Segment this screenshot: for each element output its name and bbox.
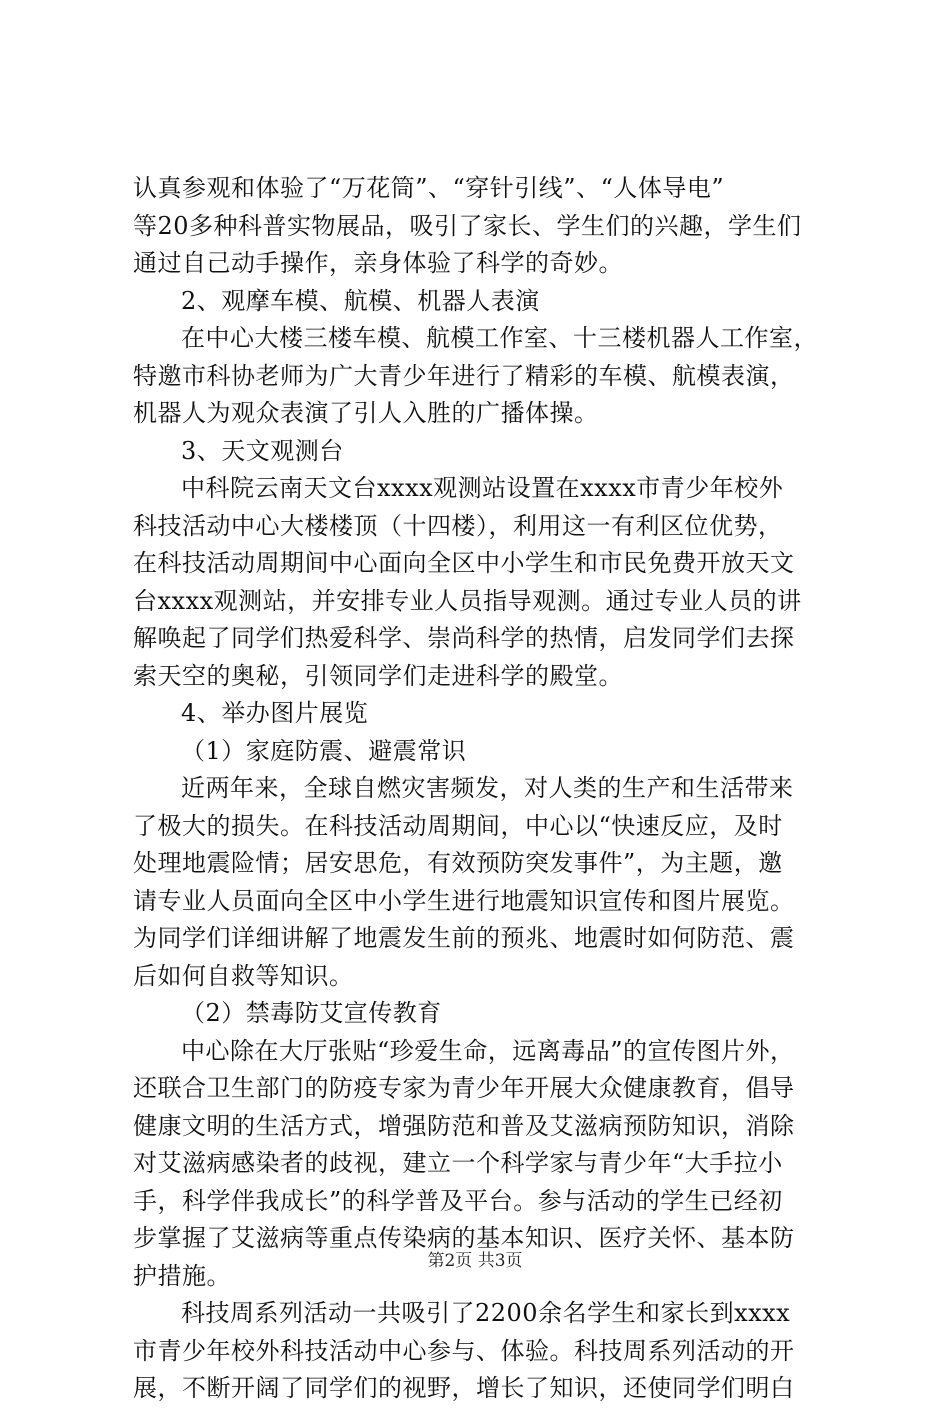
text-line: 在科技活动周期间中心面向全区中小学生和市民免费开放天文 <box>133 549 795 577</box>
text-line: 处理地震险情；居安思危，有效预防突发事件”，为主题，邀 <box>133 849 783 877</box>
text-line: 机器人为观众表演了引人入胜的广播体操。 <box>133 399 599 427</box>
text-line: 科技活动中心大楼楼顶（十四楼），利用这一有利区位优势， <box>133 511 783 540</box>
text-line: 特邀市科协老师为广大青少年进行了精彩的车模、航模表演， <box>133 361 795 390</box>
paragraph-first-line: 中科院云南天文台xxxx观测站设置在xxxx市青少年校外 <box>181 474 784 502</box>
paragraph-first-line: 近两年来，全球自燃灾害频发，对人类的生产和生活带来 <box>181 774 794 802</box>
page-footer <box>0 1250 950 1272</box>
text-line: 认真参观和体验了“万花筒”、“穿针引线”、“人体导电” <box>133 174 725 202</box>
text-line: 健康文明的生活方式，增强防范和普及艾滋病预防知识，消除 <box>133 1111 795 1140</box>
paragraph-first-line: 中心除在大厅张贴“珍爱生命，远离毒品”的宣传图片外， <box>181 1036 795 1065</box>
text-line: 步掌握了艾滋病等重点传染病的基本知识、医疗关怀、基本防 <box>133 1224 795 1252</box>
text-line: 台xxxx观测站，并安排专业人员指导观测。通过专业人员的讲 <box>133 586 802 615</box>
text-line: 对艾滋病感染者的歧视，建立一个科学家与青少年“大手拉小 <box>133 1149 783 1177</box>
subsection-heading: （1）家庭防震、避震常识 <box>181 736 467 765</box>
text-line: 等20多种科普实物展品，吸引了家长、学生们的兴趣，学生们 <box>133 211 802 240</box>
text-line: 解唤起了同学们热爱科学、崇尚科学的热情，启发同学们去探 <box>133 624 795 652</box>
text-line: 还联合卫生部门的防疫专家为青少年开展大众健康教育，倡导 <box>133 1074 795 1102</box>
section-heading: 4、举办图片展览 <box>181 699 369 727</box>
text-line: 索天空的奥秘，引领同学们走进科学的殿堂。 <box>133 661 623 690</box>
text-line: 请专业人员面向全区中小学生进行地震知识宣传和图片展览。 <box>133 886 795 915</box>
page-number: 第2页 共3页 <box>427 1251 523 1271</box>
text-line: 后如何自救等知识。 <box>133 961 354 990</box>
text-line: 手，科学伴我成长”的科学普及平台。参与活动的学生已经初 <box>133 1186 783 1215</box>
paragraph-first-line: 科技周系列活动一共吸引了2200余名学生和家长到xxxx <box>181 1299 791 1327</box>
text-line: 为同学们详细讲解了地震发生前的预兆、地震时如何防范、震 <box>133 924 795 952</box>
text-line: 通过自己动手操作，亲身体验了科学的奇妙。 <box>133 249 623 277</box>
subsection-heading: （2）禁毒防艾宣传教育 <box>181 999 442 1027</box>
text-line: 了极大的损失。在科技活动周期间，中心以“快速反应，及时 <box>133 811 783 840</box>
text-line: 护措施。 <box>133 1261 231 1290</box>
text-line: 市青少年校外科技活动中心参与、体验。科技周系列活动的开 <box>133 1336 795 1365</box>
text-line: 展，不断开阔了同学们的视野，增长了知识，还使同学们明白 <box>133 1374 795 1402</box>
section-heading: 3、天文观测台 <box>181 436 344 465</box>
document-body <box>133 170 843 1408</box>
paragraph-first-line: 在中心大楼三楼车模、航模工作室、十三楼机器人工作室， <box>181 324 818 352</box>
section-heading: 2、观摩车模、航模、机器人表演 <box>181 286 540 315</box>
